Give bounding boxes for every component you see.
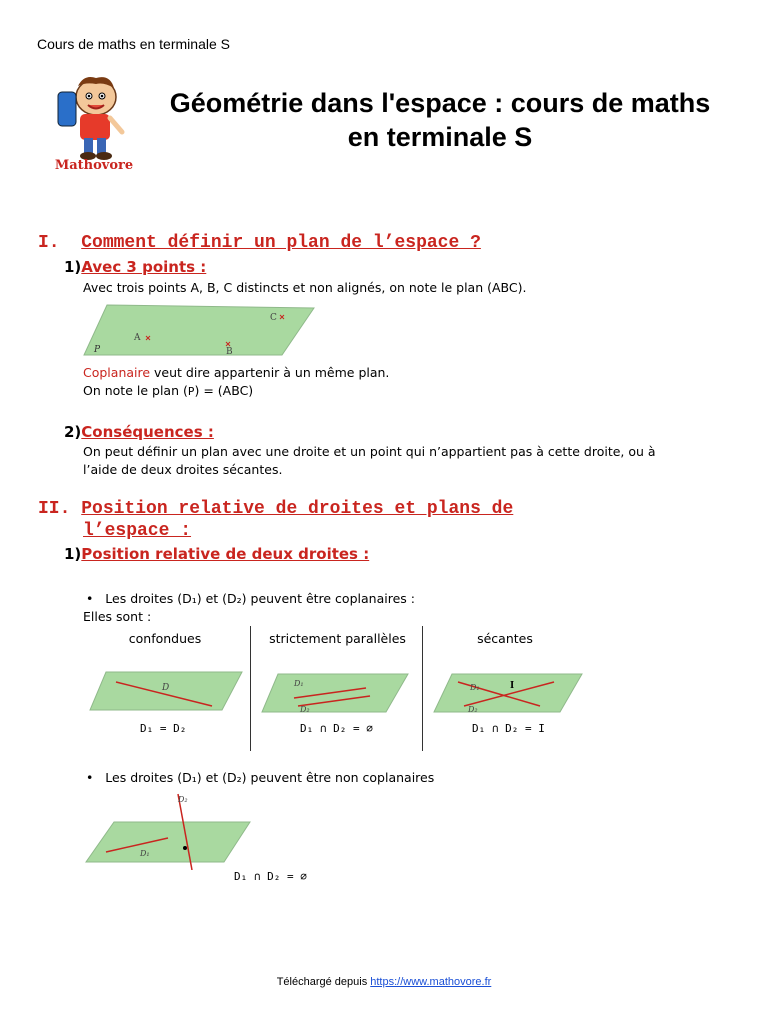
section-2-title-line1: Position relative de droites et plans de <box>81 499 514 519</box>
panel-label-secantes: sécantes <box>477 631 533 646</box>
coplanaire-word: Coplanaire <box>83 365 151 380</box>
secantes-i-label: I <box>510 681 515 691</box>
section-2-heading <box>38 498 658 542</box>
subsection-1-2-number: 2) <box>64 423 82 441</box>
footer <box>0 976 768 988</box>
header-text: Cours de maths en terminale S <box>37 36 230 52</box>
footer-link[interactable]: https://www.mathovore.fr <box>370 976 492 988</box>
subsection-2-1-number: 1) <box>64 545 82 563</box>
figure-non-coplanaires <box>84 790 254 870</box>
logo-text: Mathovore <box>54 158 134 172</box>
plane-p-label: P <box>94 345 101 355</box>
panel-label-paralleles: strictement parallèles <box>269 631 406 646</box>
coplanaire-rest: veut dire appartenir à un même plan. <box>150 365 390 380</box>
noncop-d2-label: D₂ <box>178 795 188 804</box>
bullet-coplanar <box>86 590 415 608</box>
plane-notation-p: P <box>187 385 195 398</box>
paralleles-d2-label: D₂ <box>300 705 310 714</box>
plane-notation <box>83 382 253 401</box>
subsection-1-2-title: Conséquences : <box>81 423 214 441</box>
bullet-dot-2: • <box>86 770 94 785</box>
plane-abc-figure <box>82 300 322 360</box>
mathovore-logo <box>44 72 144 172</box>
secantes-d2-label: D₂ <box>468 705 478 714</box>
figure-confondues <box>88 668 248 713</box>
equation-secantes: D₁ ∩ D₂ = I <box>472 722 545 735</box>
panel-divider-2 <box>422 626 423 751</box>
point-a-label: A <box>134 333 141 343</box>
coplanaire-definition <box>83 364 389 382</box>
plane-definition-text: Avec trois points A, B, C distincts et non alignés, on note le plan (ABC). <box>83 280 527 295</box>
noncop-d1-label: D₁ <box>140 849 150 858</box>
subsection-2-1-heading <box>64 545 369 563</box>
section-1-number: I. <box>38 233 60 253</box>
paralleles-d1-label: D₁ <box>294 679 304 688</box>
subsection-1-1-heading <box>64 258 206 276</box>
section-2-number: II. <box>38 499 71 519</box>
elles-sont-text: Elles sont : <box>83 609 152 624</box>
figure-paralleles <box>258 670 413 715</box>
section-1-title: Comment définir un plan de l’espace ? <box>81 233 481 253</box>
equation-confondues: D₁ = D₂ <box>140 722 187 735</box>
bullet-coplanar-text: Les droites (D₁) et (D₂) peuvent être coplanaires : <box>105 591 415 606</box>
page-title: Géométrie dans l'espace : cours de maths en terminale S <box>169 88 711 152</box>
panel-divider-1 <box>250 626 251 751</box>
point-c-label: C <box>270 313 277 323</box>
section-1-heading <box>38 232 481 254</box>
footer-prefix: Téléchargé depuis <box>276 976 371 988</box>
consequences-text: On peut définir un plan avec une droite et un point qui n’appartient pas à cette droite, ou à l’aide de deux droites sécantes. <box>83 444 656 477</box>
bullet-non-coplanar <box>86 769 434 787</box>
panel-label-confondues: confondues <box>128 631 202 646</box>
secantes-d1-label: D₁ <box>470 683 480 692</box>
figure-secantes <box>430 670 585 715</box>
section-2-title-line2: l’espace : <box>83 521 192 541</box>
subsection-1-1-title: Avec 3 points : <box>81 258 207 276</box>
subsection-1-1-number: 1) <box>64 258 82 276</box>
bullet-dot: • <box>86 591 94 606</box>
bullet-non-coplanar-text: Les droites (D₁) et (D₂) peuvent être non coplanaires <box>105 770 435 785</box>
point-b-label: B <box>226 347 233 357</box>
equation-paralleles: D₁ ∩ D₂ = ∅ <box>300 722 373 735</box>
equation-non-coplanaires: D₁ ∩ D₂ = ∅ <box>234 870 307 883</box>
subsection-1-2-heading <box>64 423 214 441</box>
subsection-2-1-title: Position relative de deux droites : <box>81 545 370 563</box>
confondues-d-label: D <box>162 683 170 693</box>
plane-notation-suffix: ) = (ABC) <box>194 383 254 398</box>
plane-notation-prefix: On note le plan ( <box>83 383 188 398</box>
